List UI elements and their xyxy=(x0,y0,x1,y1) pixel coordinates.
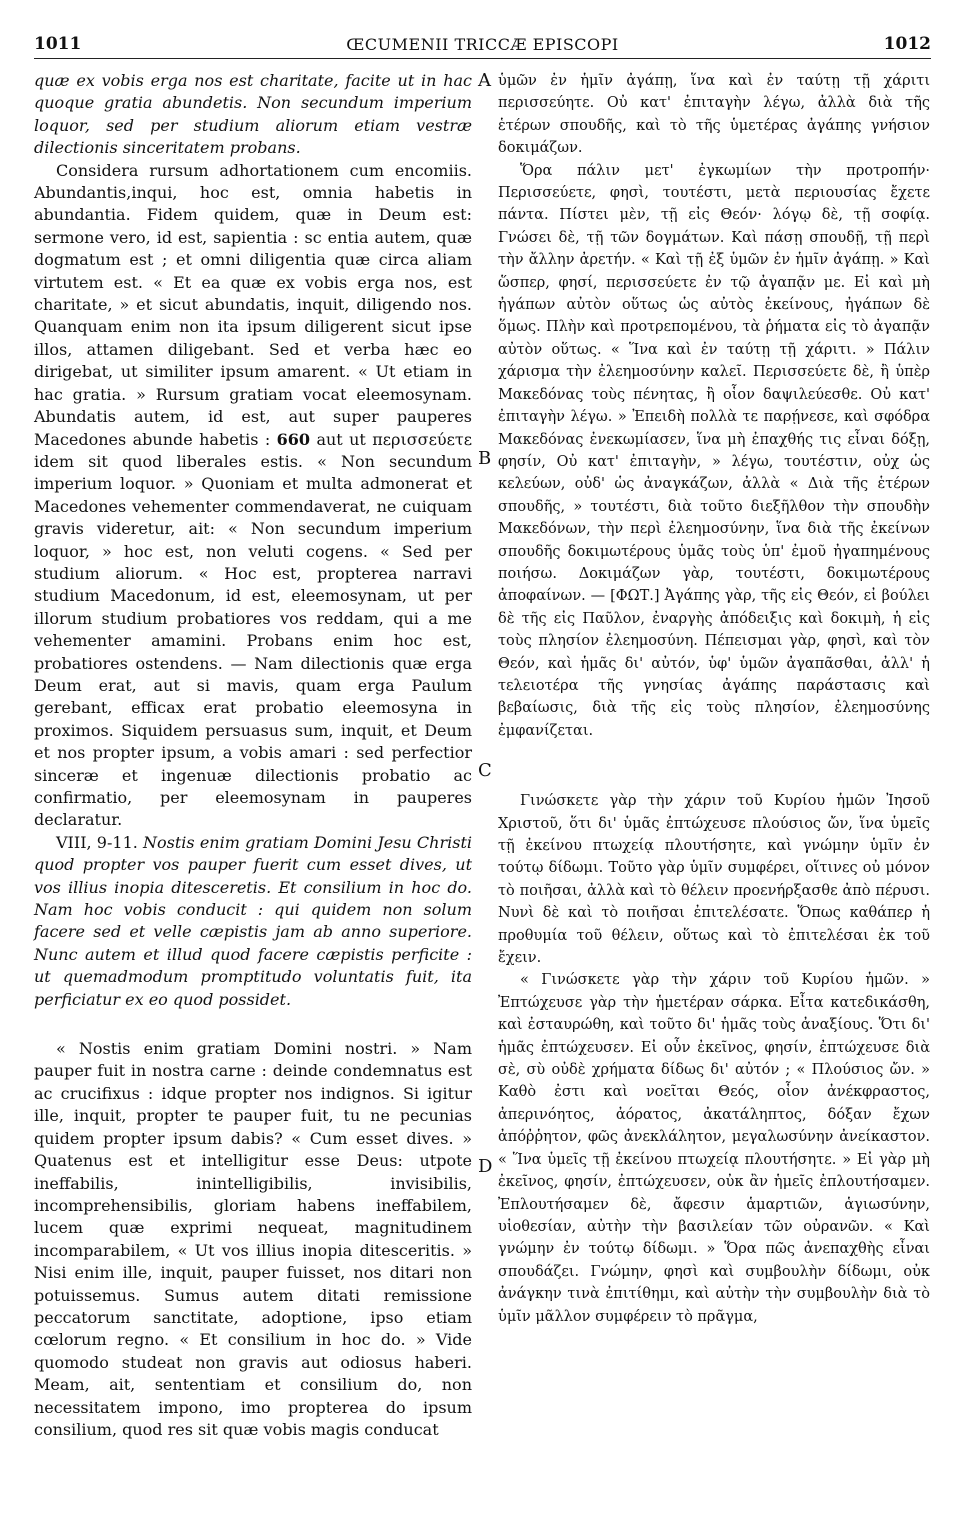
margin-marker-c: C xyxy=(478,760,492,781)
margin-marker-d: D xyxy=(478,1156,493,1177)
latin-paragraph-2-continued: aut ut περισσεύετε idem sit quod liberales estis. « Non secundum imperium loquor. » Quoniam et multa admonerat et Macedones vehementer commendaverat, ne cuiquam gravis videretur, ait: « Non secundum imperium loquor, » hoc est, non veluti cogens. « Sed per studium aliorum. « Hoc est, propterea narravi studium Macedonum, id est, eleemosynam, ut per illorum studium probatiores vos reddam, qui a me vehementer amamini. Probans enim hoc est, probatiores ostendens. — Nam dilectionis quæ erga Deum erat, aut si mavis, quam erga Paulum gerebant, efficax erat probatio eleemosyna in proximos. Siquidem persuasus sum, inquit, et Deum et nos propter ipsum, a vobis amari : sed perfectior sinceræ et ingenuæ dilectionis probatio ac confirmatio, per eleemosynam in pauperes declaratur. xyxy=(34,429,473,830)
column-number: 660 xyxy=(276,429,311,449)
greek-paragraph-2-continued: Ἀγάπης γὰρ, τῆς εἰς Θεόν, εἰ βούλει δὲ τῆς εἰς Παῦλον, ἐναργὴς ἀπόδειξις καὶ δοκιμὴ, ἡ εἰς τοὺς πλησίον ἐλεημοσύνη. Πέπεισμαι γὰρ, φησὶ, καὶ τὸν Θεόν, καὶ ἡμᾶς δι' αὐτόν, ὑφ' ὑμῶν ἀγαπᾶσθαι, ἀλλ' ἡ τελειοτέρα τῆς γνησίας ἀγάπης παράστασις καὶ βεβαίωσις, διὰ τῆς εἰς τοὺς πλησίον, ἐλεημοσύνης ἐμφανίζεται. xyxy=(498,588,930,739)
latin-column xyxy=(34,70,472,1441)
greek-paragraph-3: Γινώσκετε γὰρ τὴν χάριν τοῦ Κυρίου ἡμῶν Ἰησοῦ Χριστοῦ, ὅτι δι' ὑμᾶς ἐπτώχευσε πλούσιος ὤν, ἵνα ὑμεῖς τῇ ἐκείνου πτωχείᾳ πλουτήσητε, καὶ γνώμην ὑμῖν ἐν τούτῳ δίδωμι. Τοῦτο γὰρ ὑμῖν συμφέρει, οἵτινες οὐ μόνον τὸ ποιῆσαι, ἀλλὰ καὶ τὸ θέλειν προενήρξασθε ἀπὸ πέρυσι. Νυνὶ δὲ καὶ τὸ ποιῆσαι ἐπιτελέσατε. Ὅπως καθάπερ ἡ προθυμία τοῦ θέλειν, οὕτως καὶ τὸ ἐπιτελέσαι ἐκ τοῦ ἔχειν. xyxy=(498,793,930,967)
page-number-left: 1011 xyxy=(34,34,82,54)
margin-marker-a: A xyxy=(478,70,491,91)
greek-paragraph-1: ὑμῶν ἐν ἡμῖν ἀγάπῃ, ἵνα καὶ ἐν ταύτῃ τῇ χάριτι περισσεύητε. Οὐ κατ' ἐπιταγὴν λέγω, ἀλλὰ διὰ τῆς ἑτέρων σπουδῆς, καὶ τὸ τῆς ὑμετέρας ἀγάπης γνήσιον δοκιμάζων. xyxy=(498,73,930,157)
latin-paragraph-4: « Nostis enim gratiam Domini nostri. » Nam pauper fuit in nostra carne : deinde condemnatus est ac crucifixus : idque propter nos indignos. Si igitur ille, inquit, propter te pauper fuit, tu ne pecunias quidem propter ipsum dabis? « Cum esset dives. » Quatenus est et intelligitur esse Deus: utpote ineffabilis, inintelligibilis, invisibilis, incomprehensibilis, gloriam habens ineffabilem, lucem quæ exprimi nequeat, magnitudinem incomparabilem, « Ut vos illius inopia ditesceritis. » Nisi enim ille, inquit, pauper fuisset, nos ditari non potuissemus. Sumus autem ditati remissione peccatorum sanctitate, adoptione, ipso etiam cœlorum regno. « Et consilium in hoc do. » Vide quomodo studeat non gravis aut odiosus haberi. Meam, ait, sententiam et consilium do, non necessitatem impono, imo propterea do ipsum consilium, quod res sit quæ vobis magis conducat xyxy=(34,1039,472,1439)
latin-paragraph-2 xyxy=(34,160,472,832)
scripture-reference: VIII, 9-11. xyxy=(56,832,138,852)
scripture-text: Nostis enim gratiam Domini Jesu Christi quod propter vos pauper fuerit cum esset dives, ut vos illius inopia ditesceretis. Et consilium in hoc do. Nam hoc vobis conducit : qui quidem non solum facere sed et velle cæpistis jam ab anno superiore. Nunc autem et illud quod facere cæpistis perficite : ut quemadmodum promptitudo voluntatis fuit, ita perficiatur ex eo quod possidet. xyxy=(34,832,472,1009)
margin-marker-b: B xyxy=(478,448,492,469)
latin-paragraph-3 xyxy=(34,832,472,1011)
greek-column xyxy=(498,70,930,1328)
page-header xyxy=(34,30,931,59)
greek-paragraph-2-text: Ὅρα πάλιν μετ' ἐγκωμίων τὴν προτροπήν· Περισσεύετε, φησὶ, τουτέστι, μετὰ περιουσίας ἔχετε πάντα. Πίστει μὲν, τῇ εἰς Θεόν· λόγῳ δὲ, τῇ σοφίᾳ. Γνώσει δὲ, τῇ τῶν δογμάτων. Καὶ πάσῃ σπουδῇ, τῇ περὶ τὴν ἄλλην ἀρετήν. « Καὶ τῇ ἐξ ὑμῶν ἐν ἡμῖν ἀγάπῃ. » Καὶ ὥσπερ, φησί, περισσεύετε ἐν τῷ ἀγαπᾷν με. Εἰ καὶ μὴ ἠγάπων αὐτὸν οὕτως ὡς αὐτὸς ἐκείνους, ἠγάπων δὲ ὅμως. Πλὴν καὶ προτρεπομένου, τὰ ῥήματα εἰς τὸ ἀγαπᾷν αὐτὸν οὕτως. « Ἵνα καὶ ἐν ταύτῃ τῇ χάριτι. » Πάλιν χάρισμα τὴν ἐλεημοσύνην καλεῖ. Περισσεύετε δὲ, ἢ ὑπὲρ Μακεδόνας τοὺς πένητας, ἢ οἷον δαψιλεύεσθε. Οὐ κατ' ἐπιταγὴν λέγω. » Ἐπειδὴ πολλὰ τε παρῄνεσε, καὶ σφόδρα Μακεδόνας ἐνεκωμίασεν, ἵνα μὴ ἐπαχθής τις εἶναι δόξῃ, φησίν, Οὐ κατ' ἐπιταγὴν, » λέγω, τουτέστιν, οὐχ ὡς κελεύων, οὐδ' ὡς ἀναγκάζων, ἀλλὰ « Διὰ τῆς ἑτέρων σπουδῆς, » τουτέστι, διὰ τοῦτο διεξῆλθον τὴν σπουδὴν Μακεδόνων, τὴν περὶ ἐλεημοσύνην, ἵνα διὰ τῆς ἐκείνων σπουδῆς δοκιμωτέρους ὑμᾶς τοὺς ὑπ' ἐμοῦ ἠγαπημένους ποιήσω. Δοκιμάζων γὰρ, τουτέστι, δοκιμωτέρους ἀποφαίνων. — xyxy=(498,162,930,605)
latin-paragraph-2-text: Considera rursum adhortationem cum encomiis. Abundantis,inqui, hoc est, omnia habetis in abundantia. Fidem quidem, quæ in Deum est: sermone vero, id est, sapientia : sc entia autem, quæ dogmatum est ; et omni diligentia quæ circa aliam virtutem est. « Et ea quæ ex vobis erga nos, est charitate, » et sicut abundatis, inquit, diligendo nos. Quanquam enim non ita ipsum diligerent sicut ipse illos, attamen diligebant. Sed et verba hæc eo dirigebat, ut similiter ipsum amarent. « Ut etiam in hac gratia. » Rursum gratiam vocat eleemosynam. Abundatis autem, id est, aut super pauperes Macedones abunde habetis : xyxy=(34,160,472,449)
greek-paragraph-4: « Γινώσκετε γὰρ τὴν χάριν τοῦ Κυρίου ἡμῶν. » Ἐπτώχευσε γὰρ τὴν ἡμετέραν σάρκα. Εἶτα κατεδικάσθη, καὶ ἐσταυρώθη, καὶ τοῦτο δι' ἡμᾶς τοὺς ἀναξίους. Ὅτι δι' ἡμᾶς ἐπτώχευσεν. Εἰ οὖν ἐκεῖνος, φησίν, ἐπτώχευσε διὰ σὲ, σὺ οὐδὲ χρήματα δίδως δι' αὐτόν ; « Πλούσιος ὤν. » Καθὸ ἐστι καὶ νοεῖται Θεός, οἷον ἀνέκφραστος, ἀπερινόητος, ἀόρατος, ἀκατάληπτος, δόξαν ἔχων ἀπόῤῥητον, φῶς ἀνεκλάλητον, μεγαλωσύνην ἀνείκαστον. « Ἵνα ὑμεῖς τῇ ἐκείνου πτωχείᾳ πλουτήσητε. » Εἰ γὰρ μὴ ἐκεῖνος, φησίν, ἐπτώχευσεν, οὐκ ἂν ἡμεῖς ἐπλουτήσαμεν. Ἐπλουτήσαμεν δὲ, ἄφεσιν ἁμαρτιῶν, ἁγιωσύνην, υἱοθεσίαν, αὐτὴν τὴν βασιλείαν τῶν οὐρανῶν. « Καὶ γνώμην ἐν τούτῳ δίδωμι. » Ὅρα πῶς ἀνεπαχθὴς εἶναι σπουδάζει. Γνώμην, φησὶ καὶ συμβουλὴν δίδωμι, οὐκ ἀνάγκην τινὰ ἐπιτίθημι, καὶ αὐτὴν τὴν συμβουλὴν διὰ τὸ ὑμῖν μᾶλλον συμφέρειν τὸ πρᾶγμα, xyxy=(498,972,930,1325)
page-number-right: 1012 xyxy=(883,34,931,54)
running-title: ŒCUMENII TRICCÆ EPISCOPI xyxy=(346,35,619,54)
source-tag: [ΦΩΤ.] xyxy=(610,588,660,605)
greek-paragraph-2 xyxy=(498,160,930,743)
latin-paragraph-1: quæ ex vobis erga nos est charitate, facite ut in hac quoque gratia abundetis. Non secundum imperium loquor, sed per studium aliorum etiam vestræ dilectionis sinceritatem probans. xyxy=(34,71,472,158)
